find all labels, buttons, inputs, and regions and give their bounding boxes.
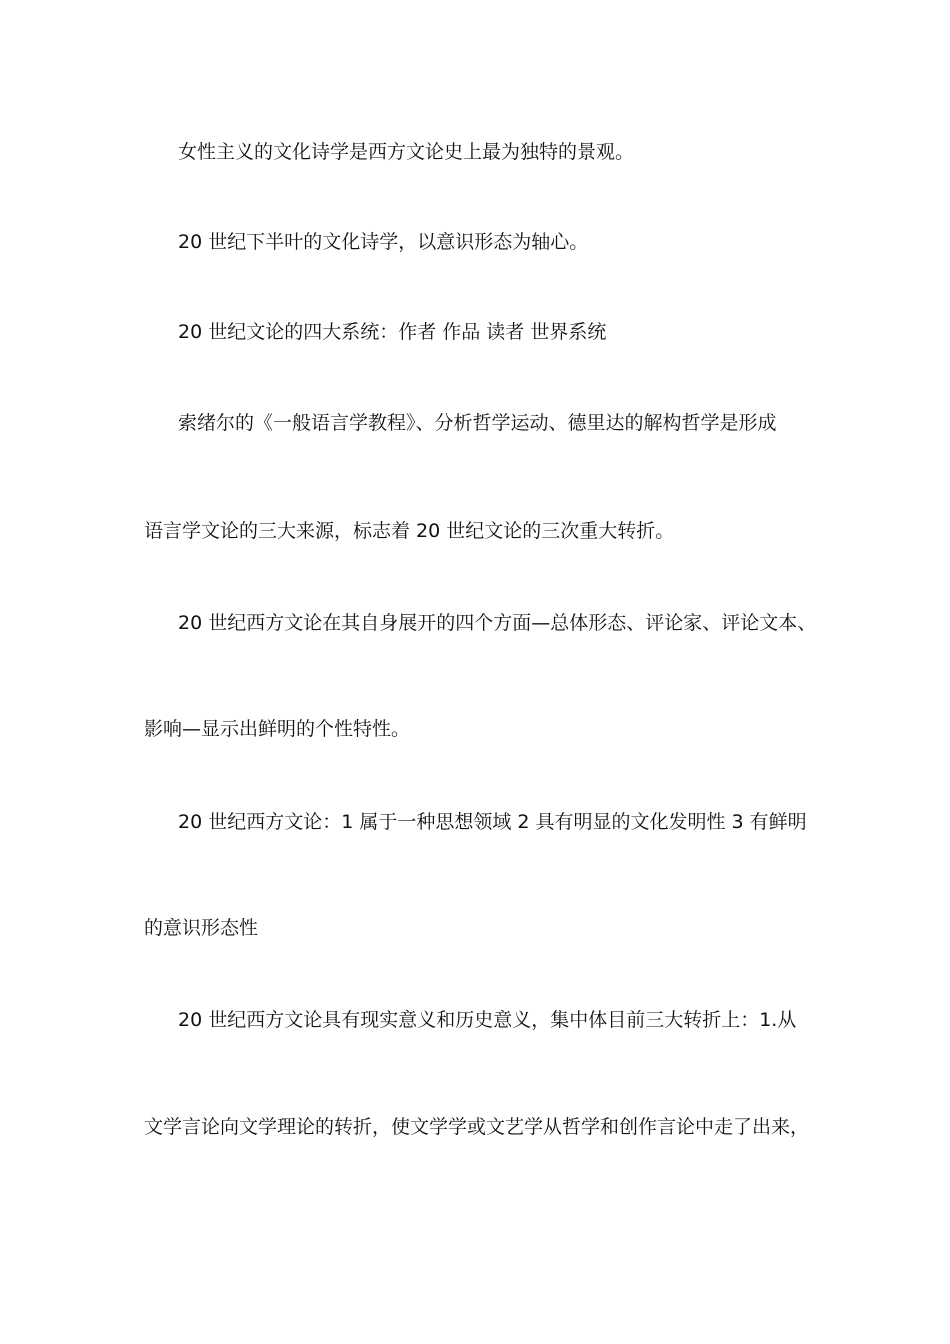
text-line-5: 语言学文论的三大来源，标志着 20 世纪文论的三次重大转折。 [144,520,675,542]
text-line-2: 20 世纪下半叶的文化诗学，以意识形态为轴心。 [178,231,589,253]
text-line-8: 20 世纪西方文论：1 属于一种思想领域 2 具有明显的文化发明性 3 有鲜明 [178,811,807,833]
text-line-3: 20 世纪文论的四大系统：作者 作品 读者 世界系统 [178,321,607,343]
text-line-10: 20 世纪西方文论具有现实意义和历史意义，集中体目前三大转折上：1.从 [178,1009,797,1031]
text-line-4: 索绪尔的《一般语言学教程》、分析哲学运动、德里达的解构哲学是形成 [178,412,777,434]
text-line-6: 20 世纪西方文论在其自身展开的四个方面—总体形态、评论家、评论文本、 [178,612,817,634]
text-line-7: 影响—显示出鲜明的个性特性。 [144,718,411,740]
text-line-11: 文学言论向文学理论的转折，使文学学或文艺学从哲学和创作言论中走了出来， [144,1116,810,1138]
text-line-9: 的意识形态性 [144,917,259,939]
text-line-1: 女性主义的文化诗学是西方文论史上最为独特的景观。 [178,141,635,163]
